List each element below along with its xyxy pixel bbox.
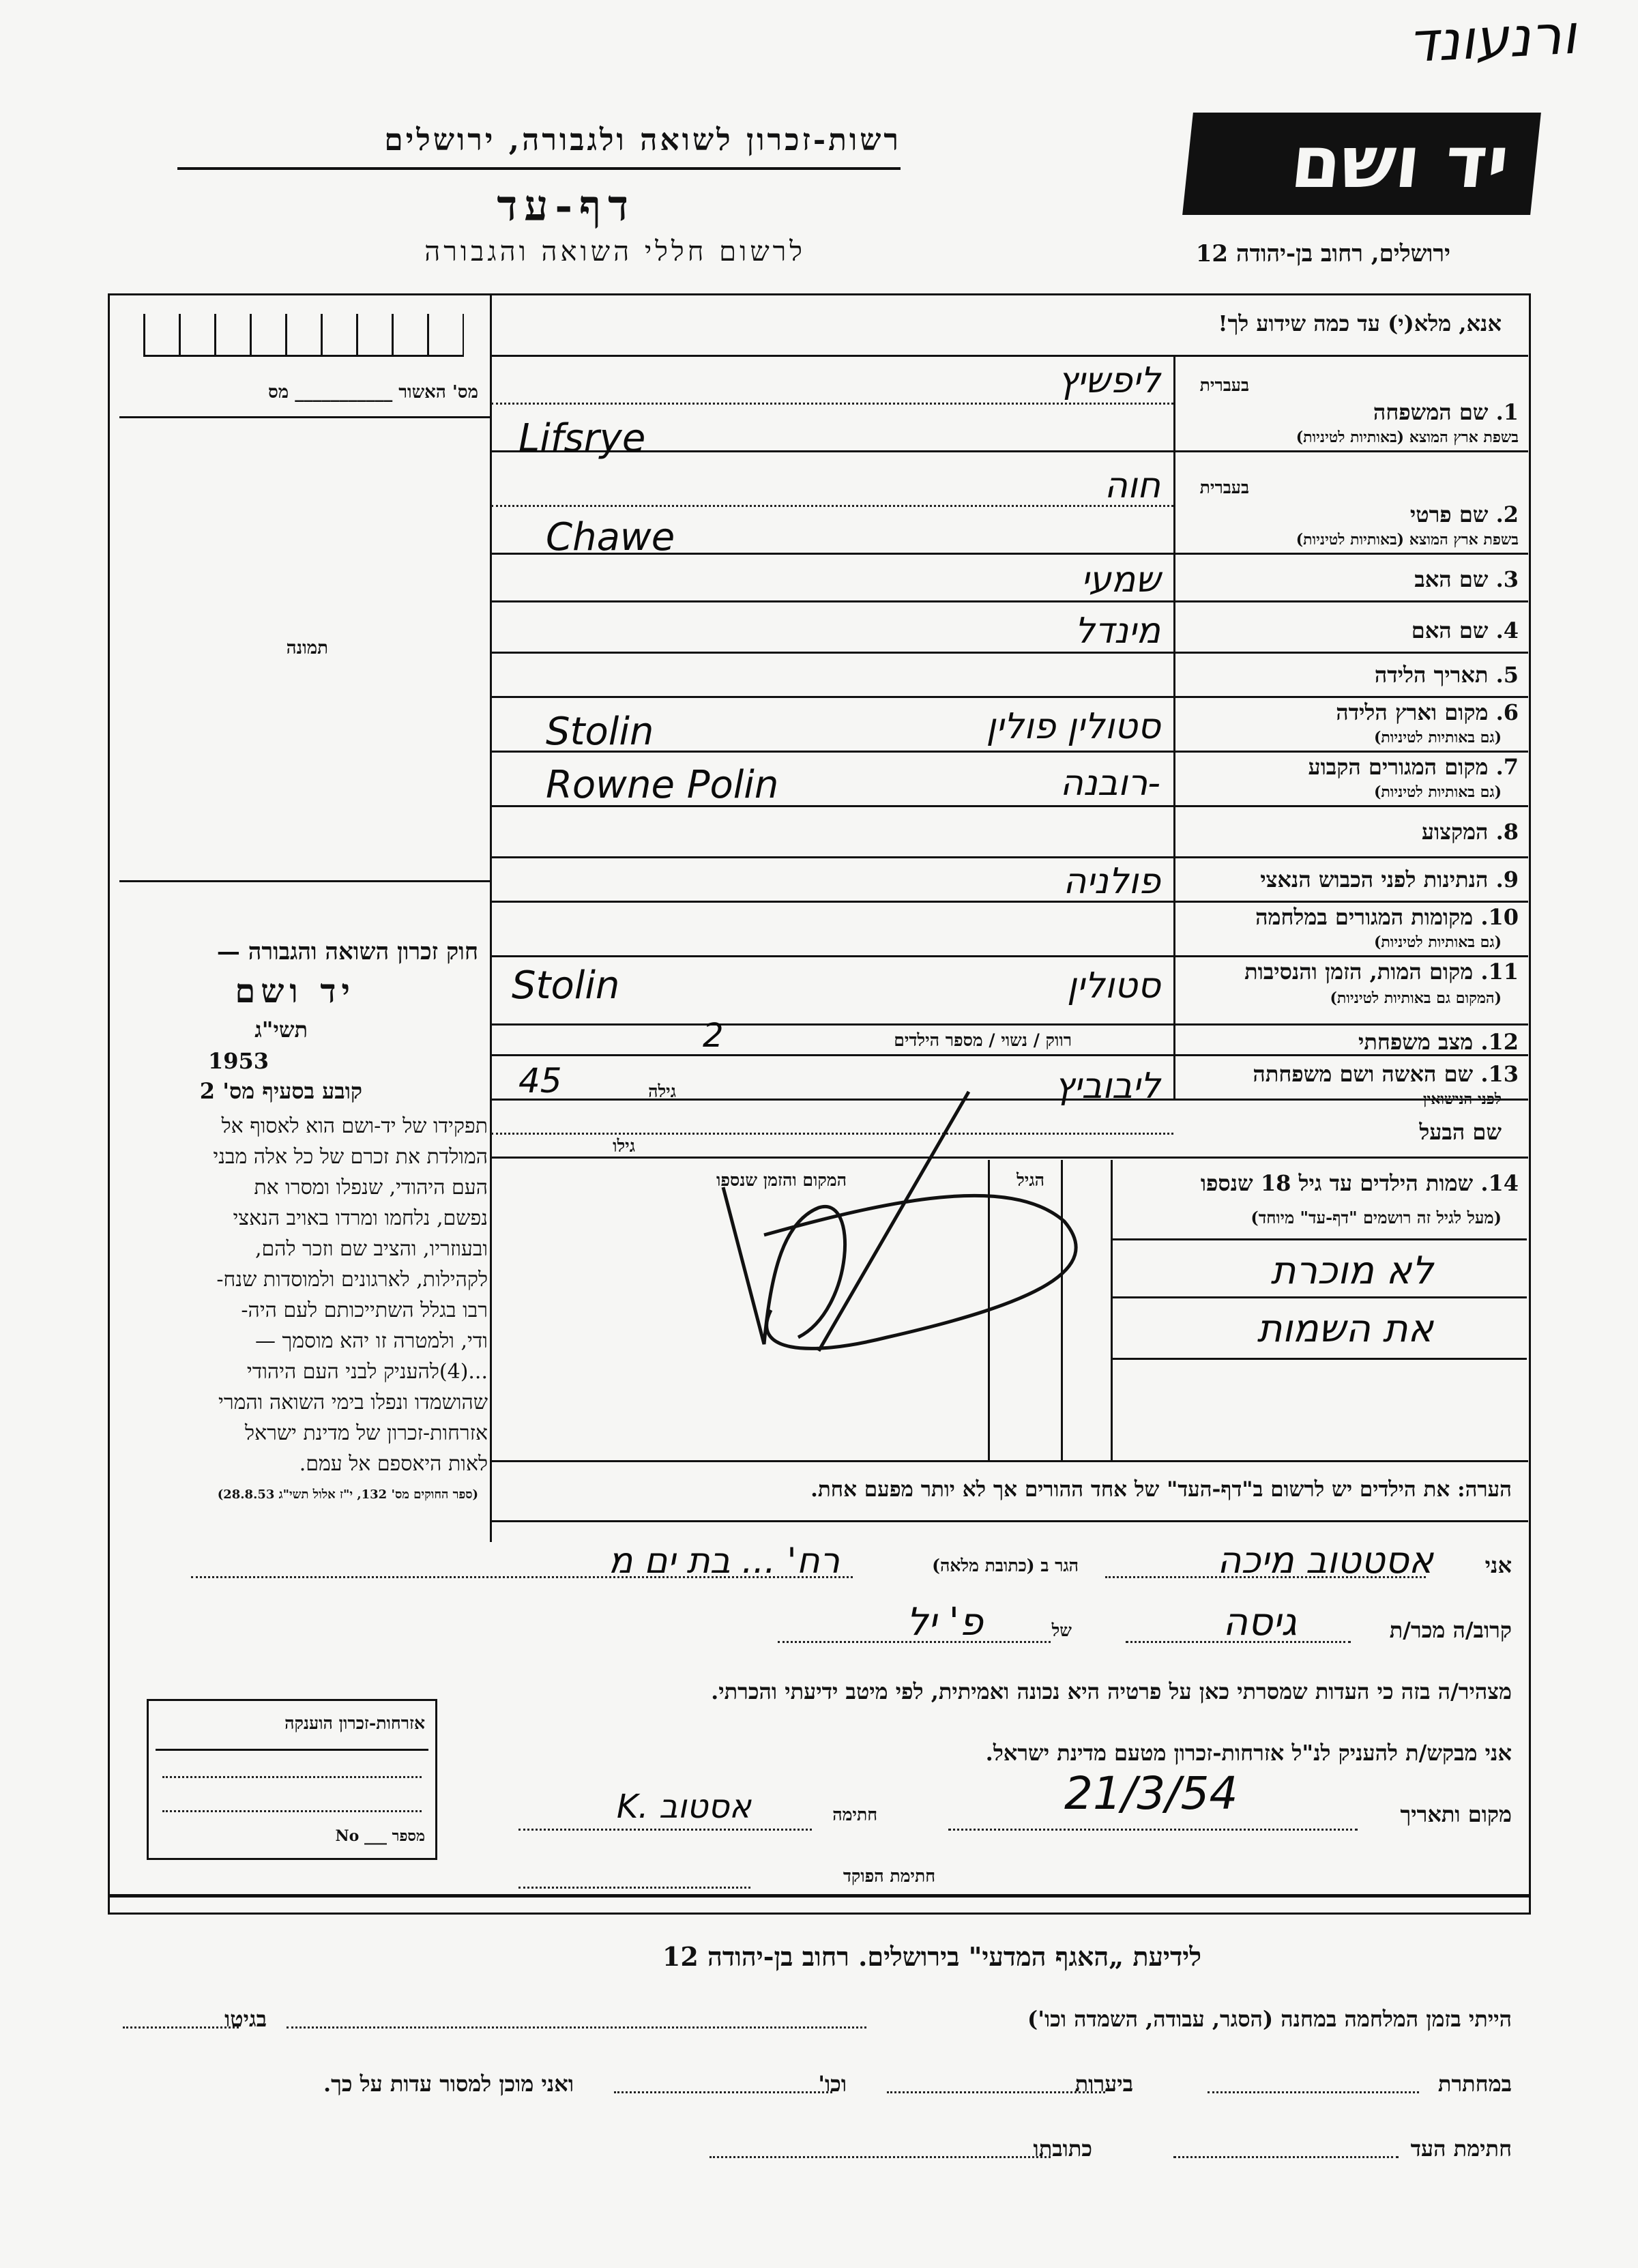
field-10-text: מקומות המגורים במלחמה [1255,904,1474,930]
declarant-name[interactable]: אסטטוב מיכה [1217,1539,1433,1582]
citizenship-line [156,1749,428,1751]
field-12-text: מצב משפחתי [1358,1029,1474,1055]
field-12-children-count[interactable]: 2 [703,1017,724,1055]
row-line [491,955,1528,957]
law-line: ...(4)להעניק לבני העם היהודי [246,1360,488,1384]
field-12-label [1358,1029,1519,1055]
officer-signature-line [518,1887,750,1889]
signature-line [518,1829,812,1831]
field-7-num: 7. [1495,754,1519,780]
field-2-sub: בעברית [1199,478,1249,497]
field-7-note: (גם באותיות לטיניות) [1373,783,1502,801]
intro-text: אנא, מלא(י) עד כמה שידוע לך! [1218,310,1502,336]
row-line [491,901,1528,903]
relation-value[interactable]: גיסה [1223,1600,1297,1644]
sidebar-line [119,416,491,418]
place-date-value[interactable]: 21/3/54 [1064,1767,1238,1820]
field-7-value-hebrew[interactable]: -רובנה [1059,763,1160,804]
field-13-age-value[interactable]: 45 [518,1061,562,1101]
label-divider [1173,355,1175,1099]
field-9-text: הנתינות לפני הכבוש הנאצי [1260,867,1489,892]
field-10-label [1255,904,1519,930]
field-10-note: (גם באותיות לטיניות) [1373,933,1502,951]
place-date-line [948,1829,1358,1831]
sub-row-dotted [491,505,1173,507]
bottom-line2-etc: וכו' [818,2071,847,2097]
row-line [491,696,1528,698]
field-9-label [1260,867,1519,892]
children-label: 14. שמות הילדים עד גיל 18 שנספו [1200,1170,1519,1196]
law-line: אזרחות-זכרון של מדינת ישראל [245,1421,488,1445]
relation-line [1126,1641,1351,1643]
children-row-line [1111,1358,1527,1360]
field-6-text: מקום וארץ הלידה [1336,699,1489,725]
field-7-text: מקום המגורים הקבוע [1308,754,1489,780]
children-header-line [1111,1238,1527,1240]
declarant-resides-label: הגר ב (כתובת מלאה) [932,1556,1079,1575]
bottom-line1-camp: הייתי בזמן המלחמה במחנה (הסגר, עבודה, השמדה וכו') [1027,2006,1512,2032]
field-5-text: תאריך הלידה [1374,662,1489,688]
field-11-num: 11. [1480,959,1519,985]
children-age-column: הגיל [1017,1170,1044,1190]
law-line: תפקידו של יד-ושם הוא לאסוף אל [221,1114,488,1138]
field-1-note: בשפת ארץ המוצא (באותיות לטיניות) [1296,428,1519,446]
row-line [491,355,1528,357]
bottom-line2-testify: ואני מוכן למסור עדות על כך. [323,2071,574,2097]
bottom-line1-ghetto: בגיטו [224,2006,267,2032]
row-line [491,652,1528,654]
law-line: ודי, ולמטרה זו יהא מוסמך — [254,1329,488,1353]
field-7-label [1308,754,1519,780]
declaration-text: מצהיר/ה בזה כי העדות שמסרתי כאן על פרטיה היא נכונה ואמיתית, לפי מיטב ידיעתי והכרתי. [711,1678,1512,1704]
frame-divider-bottom [108,1894,1529,1898]
field-1-value-latin[interactable]: Lifsrye [518,416,646,461]
declarant-ani: אני [1485,1552,1512,1578]
field-12-options: רווק / נשוי / מספר הילדים [894,1030,1072,1050]
bottom-line3-address: כתובתו [1033,2136,1092,2162]
field-5-num: 5. [1495,662,1519,688]
law-name: יד ושם [235,972,355,1011]
field-8-text: המקצוע [1421,819,1489,845]
law-line: נפשם, נלחמו ומרדו באויב הנאצי [233,1206,488,1230]
handwritten-scribble [682,1064,1105,1378]
citizenship-box [147,1699,437,1860]
of-line [778,1641,1051,1643]
field-4-text: שם האם [1411,617,1489,643]
field-4-label [1412,617,1519,643]
field-3-num: 3. [1495,566,1519,592]
remark-bottom-line [491,1520,1528,1522]
field-6-num: 6. [1495,699,1519,725]
bottom-line2-forests: ביערות [1074,2071,1133,2097]
field-11-note: (המקום גם באותיות לטיניות) [1330,989,1502,1007]
bottom-line2-dotted [614,2091,832,2093]
field-6-value-latin[interactable]: Stolin [546,710,654,754]
handwritten-stamp-number: ורנעונד [1407,2,1579,75]
law-year: 1953 [208,1048,269,1074]
yad-vashem-logo [1182,113,1541,215]
field-10-num: 10. [1480,904,1519,930]
request-text: אני מבקש/ת להעניק לנ"ל אזרחות-זכרון מטעם מדינת ישראל. [985,1740,1512,1766]
citizenship-title: אזרחות-זכרון הוענקה [284,1713,425,1733]
field-3-text: שם האב [1414,566,1489,592]
child-entry-2[interactable]: את השמות [1257,1307,1433,1351]
org-name: רשות-זכרון לשואה ולגבורה, ירושלים [384,123,901,158]
field-1-label [1373,399,1519,425]
law-title: חוק זכרון השואה והגבורה — [216,938,478,965]
remark-text: הערה: את הילדים יש לרשום ב"דף-העד" של אחד ההורים אך לא יותר מפעם אחת. [810,1477,1512,1502]
field-4-value[interactable]: מינדל [1074,611,1160,652]
law-line: שהושמדו ונפלו בימי השואה והמרי [218,1391,488,1414]
signature-value[interactable]: K. אסטוב [616,1788,751,1826]
field-11-label [1244,959,1519,985]
husband-label: שם הבעל [1419,1119,1502,1145]
declarant-address[interactable]: רח' ... בת ים מ [608,1541,840,1582]
sidebar-divider [490,293,492,1542]
law-line: לאות היאספם אל עמם. [299,1452,488,1476]
bottom-line3-dotted [1173,2156,1399,2158]
field-1-text: שם המשפחה [1373,399,1489,425]
law-line: לקהילות, לארגונים ולמוסדות שנח- [216,1268,488,1292]
logo-text: יד ושם [1287,121,1513,204]
field-5-label [1375,662,1519,688]
field-11-value-hebrew[interactable]: סטולין [1067,965,1160,1006]
bottom-line2-dotted [887,2091,1105,2093]
field-3-value[interactable]: שמעי [1081,559,1160,600]
field-12-num: 12. [1480,1029,1519,1055]
field-13-value[interactable]: ליבוביץ [1054,1066,1160,1107]
law-line: המולדת את זכרם של כל אלה מבני [213,1145,488,1169]
signature-label: חתימה [832,1805,877,1824]
officer-signature-label: חתימת הפוקד [843,1866,935,1886]
field-2-num: 2. [1495,501,1519,527]
field-2-text: שם פרטי [1409,501,1489,527]
bottom-line3-dotted [710,2156,1051,2158]
row-line [491,450,1528,452]
remark-top-line [491,1460,1528,1462]
field-11-value-latin[interactable]: Stolin [512,963,620,1008]
field-2-note: בשפת ארץ המוצא (באותיות לטיניות) [1296,531,1519,549]
citizenship-dotted [162,1810,422,1812]
header-underline [177,167,901,170]
sub-row-dotted [491,403,1173,405]
children-row-line [1111,1296,1527,1298]
field-13-note: לפני הנישואין [1422,1090,1502,1108]
field-3-label [1414,566,1519,592]
relation-label: קרוב/ה מכר/ת [1389,1617,1512,1643]
field-4-num: 4. [1495,617,1519,643]
field-13-num: 13. [1480,1061,1519,1087]
law-section: קובע בסעיף מס' 2 [199,1078,362,1104]
bottom-line3-witness: חתימת העד [1410,2136,1512,2162]
place-date-label: מקום ותאריך [1400,1801,1512,1827]
row-line [491,1023,1528,1026]
header-address: ירושלים, רחוב בן-יהודה 12 [1195,240,1450,267]
field-8-num: 8. [1495,819,1519,845]
law-year-hebrew: תשי"ג [254,1017,308,1043]
approval-number: מס' האשור ___________ מס [267,382,478,403]
bottom-line2-underground: במחתרת [1437,2071,1512,2097]
child-entry-1[interactable]: לא מוכרת [1270,1249,1433,1293]
bottom-title: לידיעת „האגף המדעי" בירושלים. רחוב בן-יהודה 12 [662,1941,1201,1972]
field-9-value[interactable]: פולניה [1063,861,1160,902]
field-9-num: 9. [1495,867,1519,892]
of-value[interactable]: פ' יל [906,1600,983,1644]
children-place-column: המקום והזמן שנספו [716,1170,847,1190]
citizenship-dotted [162,1776,422,1778]
law-reference: (ספר החוקים מס' 132, י"ז אלול תשי"ג 28.8.53) [217,1487,478,1502]
page-title: דף-עד [497,181,635,231]
field-13-text: שם האשה ושם משפחתה [1253,1061,1474,1087]
children-note: (מעל לגיל זה רושמים "דף-עד" מיוחד) [1251,1208,1502,1227]
field-7-value-latin[interactable]: Rowne Polin [546,763,779,807]
sidebar-line [119,880,491,882]
field-6-note: (גם באותיות לטיניות) [1373,729,1502,746]
bottom-line2-dotted [1208,2091,1419,2093]
law-line: רבו בגלל השתייכותם לעם היה- [241,1298,488,1322]
citizenship-number: מספר ___ No [335,1827,425,1845]
law-line: ובעוזריו, והציב שם וזכר להם, [254,1237,488,1261]
field-2-value-latin[interactable]: Chawe [546,515,675,559]
field-2-label [1410,501,1519,527]
children-col-divider [1111,1160,1113,1460]
field-6-value-hebrew[interactable]: סטולין פולין [986,706,1160,747]
row-line [491,856,1528,858]
bottom-line1-dotted [123,2026,239,2029]
field-1-value-hebrew[interactable]: ליפשיץ [1057,360,1160,401]
field-8-label [1422,819,1519,845]
bottom-line1-dotted [287,2026,866,2029]
field-13-label [1253,1061,1519,1087]
law-line: העם היהודי, שנפלו ומסרו את [254,1176,488,1200]
field-13-age-label: גילה [648,1081,676,1101]
field-6-label [1336,699,1519,725]
row-line [491,600,1528,602]
field-1-num: 1. [1495,399,1519,425]
husband-age-label: גילו [613,1136,635,1156]
photo-label: תמונה [286,638,328,658]
page-subtitle: לרשום חללי השואה והגבורה [424,236,806,267]
field-1-sub: בעברית [1199,375,1249,395]
approval-ticks [143,314,464,357]
law-text [116,1111,488,1479]
field-11-text: מקום המות, הזמן והנסיבות [1244,959,1474,985]
of-label: של [1051,1620,1072,1640]
field-2-value-hebrew[interactable]: חוה [1104,465,1160,506]
